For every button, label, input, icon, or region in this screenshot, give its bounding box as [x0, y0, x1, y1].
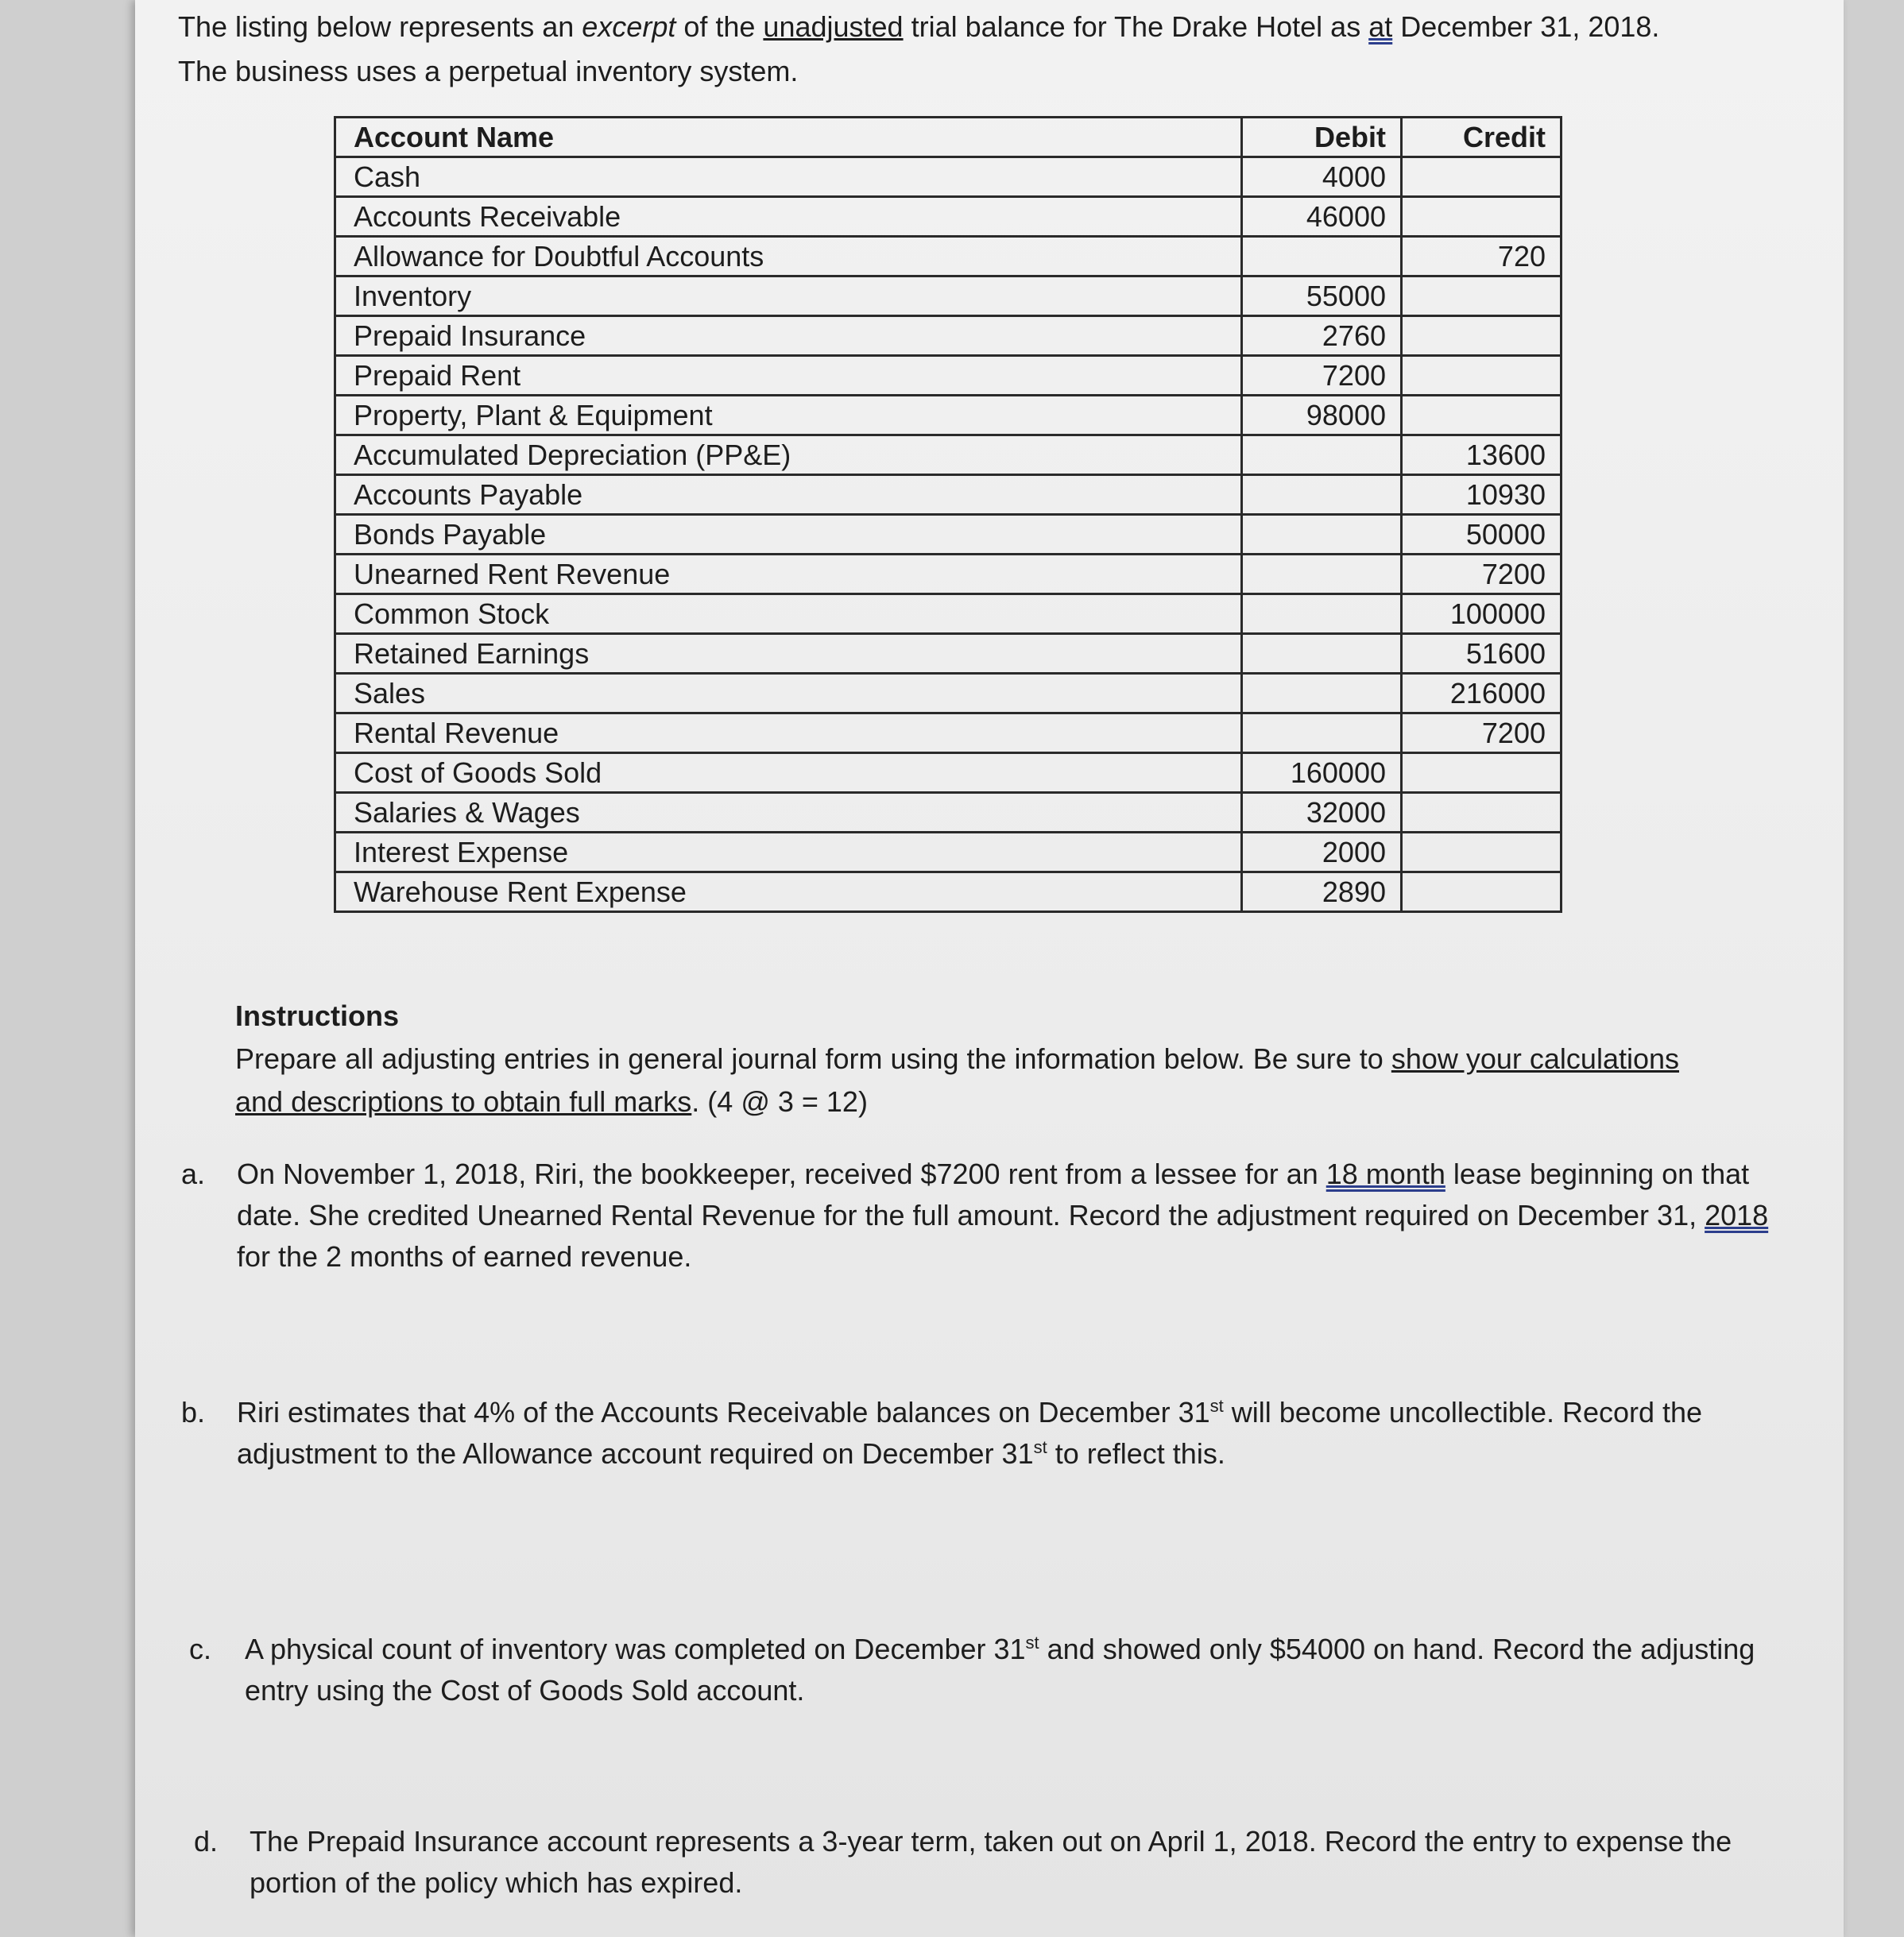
cell-account-name: Accounts Receivable [335, 197, 1242, 237]
intro-text: The listing below represents an [178, 10, 582, 43]
instructions-underlined: and descriptions to obtain full marks [235, 1085, 692, 1118]
item-a [181, 1154, 1778, 1278]
item-text [245, 1629, 1786, 1711]
cell-credit: 7200 [1402, 713, 1562, 753]
instructions-text [235, 1038, 1793, 1123]
table-row [335, 634, 1562, 674]
table-row [335, 872, 1562, 912]
intro-at: at [1368, 10, 1393, 43]
cell-account-name: Rental Revenue [335, 713, 1242, 753]
cell-account-name: Interest Expense [335, 833, 1242, 872]
cell-debit [1242, 475, 1402, 515]
table-row [335, 555, 1562, 594]
table-row [335, 197, 1562, 237]
cell-credit: 7200 [1402, 555, 1562, 594]
table-row [335, 515, 1562, 555]
instructions-text-part: Prepare all adjusting entries in general journal form using the information below. Be sure to [235, 1042, 1391, 1075]
cell-debit: 160000 [1242, 753, 1402, 793]
item-text-part: will become uncollectible. Record the adjustment to the Allowance account required on December 31 [237, 1396, 1703, 1470]
trial-balance-table [334, 116, 1562, 913]
item-text-part: On November 1, 2018, Riri, the bookkeeper, received $7200 rent from a lessee for an [237, 1158, 1326, 1190]
cell-credit [1402, 276, 1562, 316]
cell-account-name: Cash [335, 157, 1242, 197]
cell-account-name: Salaries & Wages [335, 793, 1242, 833]
intro-paragraph [178, 5, 1807, 94]
cell-credit: 51600 [1402, 634, 1562, 674]
cell-debit [1242, 515, 1402, 555]
intro-line2: The business uses a perpetual inventory system. [178, 55, 799, 87]
table-row [335, 435, 1562, 475]
cell-debit [1242, 634, 1402, 674]
table-row [335, 674, 1562, 713]
item-text-part: for the 2 months of earned revenue. [237, 1240, 692, 1273]
cell-account-name: Inventory [335, 276, 1242, 316]
item-superscript: st [1033, 1437, 1047, 1457]
cell-credit [1402, 396, 1562, 435]
cell-account-name: Cost of Goods Sold [335, 753, 1242, 793]
item-superscript: st [1209, 1396, 1224, 1416]
item-text [250, 1821, 1791, 1904]
header-credit: Credit [1402, 118, 1562, 157]
item-superscript: st [1025, 1633, 1039, 1653]
table-row [335, 753, 1562, 793]
cell-debit: 2890 [1242, 872, 1402, 912]
cell-credit [1402, 793, 1562, 833]
intro-excerpt: excerpt [582, 10, 676, 43]
cell-debit: 7200 [1242, 356, 1402, 396]
cell-debit [1242, 713, 1402, 753]
cell-credit: 720 [1402, 237, 1562, 276]
cell-account-name: Sales [335, 674, 1242, 713]
item-c [189, 1629, 1786, 1711]
cell-account-name: Accumulated Depreciation (PP&E) [335, 435, 1242, 475]
item-text [237, 1392, 1778, 1475]
cell-credit [1402, 833, 1562, 872]
item-d [194, 1821, 1791, 1904]
cell-credit: 100000 [1402, 594, 1562, 634]
table-header-row [335, 118, 1562, 157]
cell-credit: 13600 [1402, 435, 1562, 475]
instructions [235, 995, 1793, 1123]
cell-credit: 216000 [1402, 674, 1562, 713]
table-row [335, 316, 1562, 356]
cell-account-name: Property, Plant & Equipment [335, 396, 1242, 435]
table-row [335, 396, 1562, 435]
cell-debit: 46000 [1242, 197, 1402, 237]
instructions-underlined: show your calculations [1391, 1042, 1680, 1075]
header-debit: Debit [1242, 118, 1402, 157]
table-row [335, 475, 1562, 515]
cell-credit [1402, 872, 1562, 912]
cell-account-name: Warehouse Rent Expense [335, 872, 1242, 912]
item-text [237, 1154, 1778, 1278]
cell-credit: 10930 [1402, 475, 1562, 515]
cell-account-name: Retained Earnings [335, 634, 1242, 674]
cell-account-name: Accounts Payable [335, 475, 1242, 515]
table-row [335, 713, 1562, 753]
item-text-part: Riri estimates that 4% of the Accounts Receivable balances on December 31 [237, 1396, 1210, 1429]
table-row [335, 594, 1562, 634]
item-underlined: 2018 [1705, 1199, 1769, 1231]
cell-debit: 32000 [1242, 793, 1402, 833]
cell-debit: 2760 [1242, 316, 1402, 356]
cell-credit [1402, 753, 1562, 793]
cell-debit: 98000 [1242, 396, 1402, 435]
cell-credit [1402, 197, 1562, 237]
cell-debit [1242, 674, 1402, 713]
intro-unadjusted: unadjusted [763, 10, 904, 43]
item-letter: b. [181, 1396, 206, 1429]
table-row [335, 356, 1562, 396]
item-letter: c. [189, 1633, 212, 1665]
cell-credit: 50000 [1402, 515, 1562, 555]
cell-debit: 4000 [1242, 157, 1402, 197]
header-account-name: Account Name [335, 118, 1242, 157]
cell-account-name: Allowance for Doubtful Accounts [335, 237, 1242, 276]
table-row [335, 237, 1562, 276]
instructions-text-part: . (4 @ 3 = 12) [691, 1085, 868, 1118]
item-text-part: to reflect this. [1047, 1437, 1225, 1470]
cell-account-name: Common Stock [335, 594, 1242, 634]
cell-account-name: Unearned Rent Revenue [335, 555, 1242, 594]
item-b [181, 1392, 1778, 1475]
intro-text: trial balance for The Drake Hotel as [903, 10, 1369, 43]
item-underlined: 18 month [1325, 1158, 1445, 1190]
cell-debit: 2000 [1242, 833, 1402, 872]
item-text-part: The Prepaid Insurance account represents a 3-year term, taken out on April 1, 2018. Record the entry to expense the portion of the policy which has expired. [250, 1825, 1732, 1899]
cell-account-name: Prepaid Rent [335, 356, 1242, 396]
table-row [335, 793, 1562, 833]
table-row [335, 276, 1562, 316]
intro-text: of the [675, 10, 764, 43]
cell-debit [1242, 555, 1402, 594]
cell-credit [1402, 157, 1562, 197]
instructions-title: Instructions [235, 999, 400, 1032]
item-text-part: A physical count of inventory was completed on December 31 [245, 1633, 1026, 1665]
item-text-part: and showed only $54000 on hand. Record the adjusting entry using the Cost of Goods Sold account. [245, 1633, 1755, 1707]
table-body [335, 157, 1562, 912]
item-text-part: lease beginning on that date. She credited Unearned Rental Revenue for the full amount. Record the adjustment required on December 31, [237, 1158, 1750, 1231]
item-letter: a. [181, 1158, 206, 1190]
cell-credit [1402, 356, 1562, 396]
cell-debit [1242, 435, 1402, 475]
cell-account-name: Prepaid Insurance [335, 316, 1242, 356]
table-row [335, 157, 1562, 197]
cell-debit [1242, 237, 1402, 276]
item-letter: d. [194, 1825, 219, 1858]
cell-account-name: Bonds Payable [335, 515, 1242, 555]
cell-debit [1242, 594, 1402, 634]
cell-credit [1402, 316, 1562, 356]
intro-text: December 31, 2018. [1392, 10, 1660, 43]
table-row [335, 833, 1562, 872]
cell-debit: 55000 [1242, 276, 1402, 316]
